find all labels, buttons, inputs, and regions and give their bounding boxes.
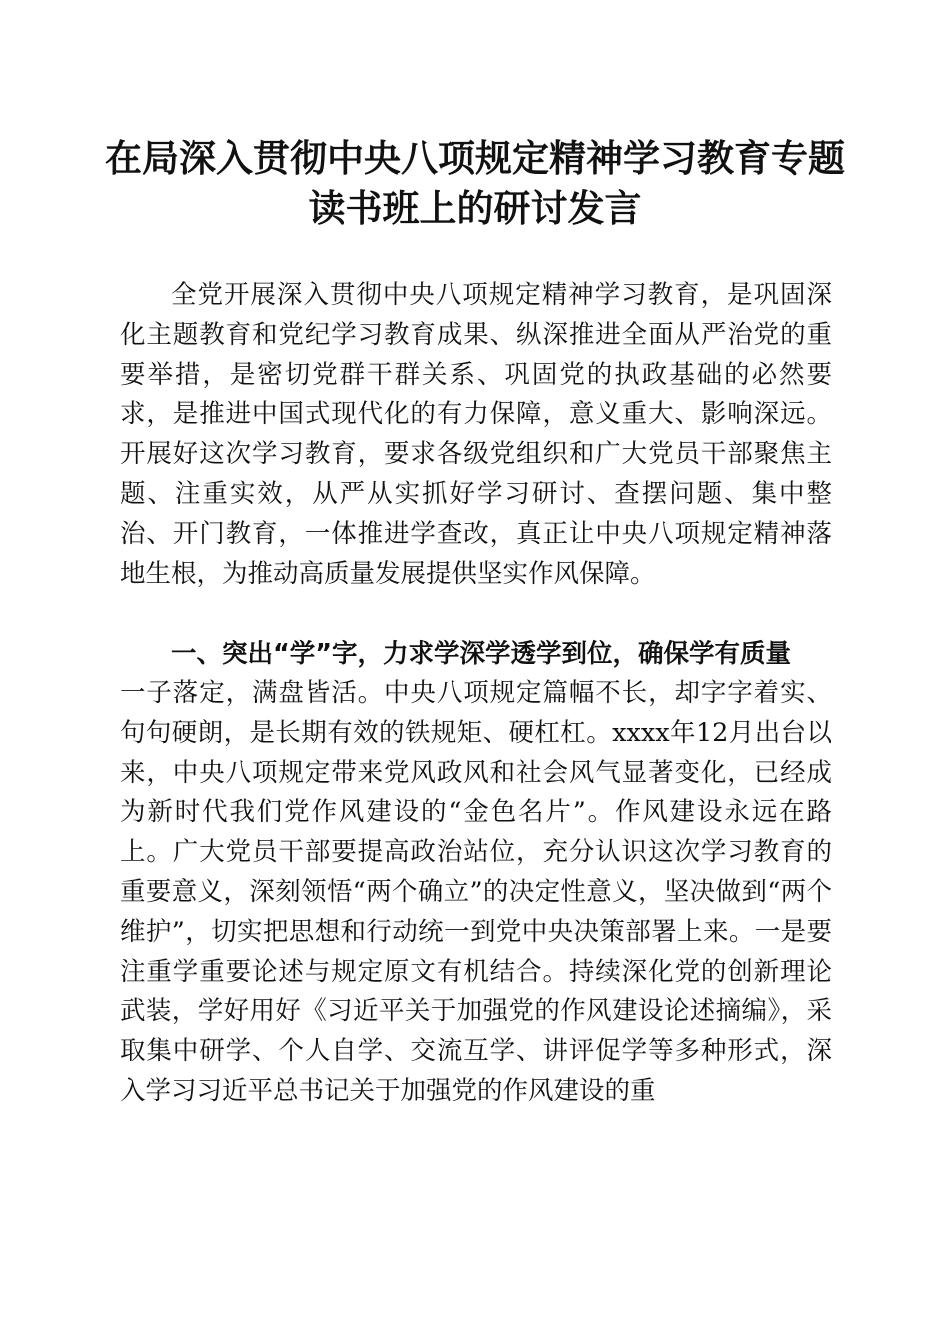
paragraph-intro: 全党开展深入贯彻中央八项规定精神学习教育，是巩固深化主题教育和党纪学习教育成果、纵深推进全面从严治党的重要举措，是密切党群干群关系、巩固党的执政基础的必然要求，是推进中国式现代化的有力保障，意义重大、影响深远。开展好这次学习教育，要求各级党组织和广大党员干部聚焦主题、注重实效，从严从实抓好学习研讨、查摆问题、集中整治、开门教育，一体推进学查改，真正让中央八项规定精神落地生根，为推动高质量发展提供坚实作风保障。: [120, 280, 832, 589]
section-heading-1: 一、突出“学”字，力求学深学透学到位，确保学有质量: [171, 639, 792, 669]
document-title-line-1: 在局深入贯彻中央八项规定精神学习教育专题: [105, 136, 845, 180]
document-title-line-2: 读书班上的研讨发言: [308, 186, 642, 230]
paragraph-section-1: 一子落定，满盘皆活。中央八项规定篇幅不长，却字字着实、句句硬朗，是长期有效的铁规矩、硬杠杠。xxxx年12月出台以来，中央八项规定带来党风政风和社会风气显著变化，已经成为新时代我们党作风建设的“金色名片”。作风建设永远在路上。广大党员干部要提高政治站位，充分认识这次学习教育的重要意义，深刻领悟“两个确立”的决定性意义，坚决做到“两个维护”，切实把思想和行动统一到党中央决策部署上来。一是要注重学重要论述与规定原文有机结合。持续深化党的创新理论武装，学好用好《习近平关于加强党的作风建设论述摘编》，采取集中研学、个人自学、交流互学、讲评促学等多种形式，深入学习习近平总书记关于加强党的作风建设的重: [120, 678, 832, 1106]
